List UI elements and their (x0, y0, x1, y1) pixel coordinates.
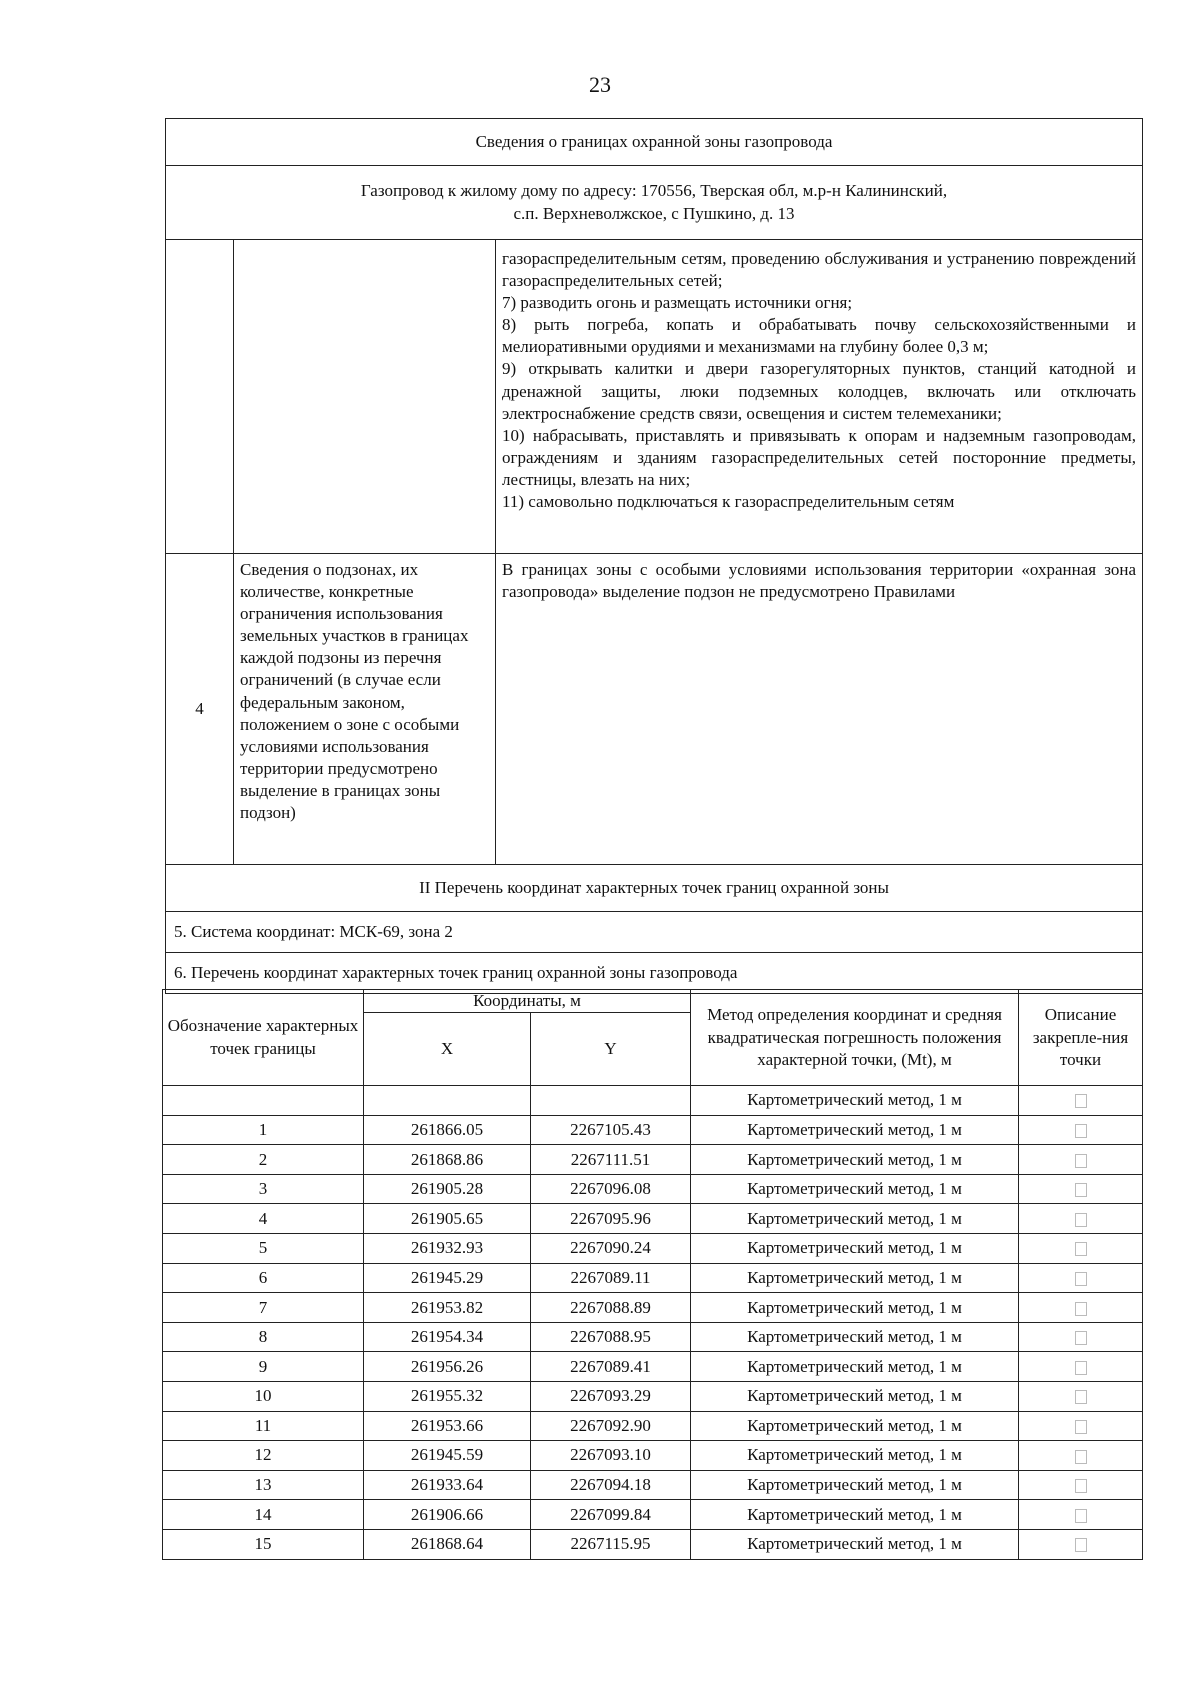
empty-box-icon (1075, 1242, 1087, 1256)
coordinate-x: 261932.93 (364, 1234, 531, 1264)
coordinate-y: 2267096.08 (531, 1174, 691, 1204)
page-number: 23 (589, 72, 611, 97)
restriction-line: 11) самовольно подключаться к газораспределительным сетям (502, 492, 955, 512)
table-row (163, 1322, 1143, 1352)
point-description (1019, 1293, 1143, 1323)
restriction-line: 9) открывать калитки и двери газорегуляторных пунктов, станций катодной и дренажной защиты, люки подземных колодцев, включать или отключать электроснабжение средств связи, освещения и систем телемеханики; (502, 359, 1137, 423)
col-y-header: Y (531, 1013, 691, 1086)
col-coords-header: Координаты, м (364, 990, 691, 1013)
coordinate-y: 2267094.18 (531, 1470, 691, 1500)
table-row (163, 1470, 1143, 1500)
coordinate-x: 261954.34 (364, 1322, 531, 1352)
table-row (163, 1441, 1143, 1471)
point-description (1019, 1115, 1143, 1145)
point-description (1019, 1382, 1143, 1412)
coordinate-x: 261868.64 (364, 1530, 531, 1560)
method: Картометрический метод, 1 м (691, 1500, 1019, 1530)
method: Картометрический метод, 1 м (691, 1411, 1019, 1441)
table-row (163, 1263, 1143, 1293)
coordinate-x: 261905.28 (364, 1174, 531, 1204)
table-row (163, 1174, 1143, 1204)
coordinate-x: 261868.86 (364, 1145, 531, 1175)
table-row (163, 1530, 1143, 1560)
empty-box-icon (1075, 1479, 1087, 1493)
subzones-label: Сведения о подзонах, их количестве, конкретные ограничения использования земельных участков в границах каждой подзоны из перечня ограничений (в случае если федеральным законом, положением о зоне с особыми условиями использования территории предусмотрено выделение в границах зоны подзон) (234, 554, 496, 865)
empty-box-icon (1075, 1450, 1087, 1464)
point-number: 10 (163, 1382, 364, 1412)
coordinate-x: 261945.59 (364, 1441, 531, 1471)
coordinate-y: 2267105.43 (531, 1115, 691, 1145)
empty-box-icon (1075, 1272, 1087, 1286)
col-x-header: X (364, 1013, 531, 1086)
empty-box-icon (1075, 1154, 1087, 1168)
table-row (163, 1411, 1143, 1441)
point-description (1019, 1086, 1143, 1116)
method: Картометрический метод, 1 м (691, 1293, 1019, 1323)
point-number: 8 (163, 1322, 364, 1352)
col-desc-header: Описание закрепле-ния точки (1019, 990, 1143, 1086)
point-description (1019, 1411, 1143, 1441)
point-description (1019, 1145, 1143, 1175)
subzones-value: В границах зоны с особыми условиями использования территории «охранная зона газопровода» выделение подзон не предусмотрено Правилами (496, 554, 1143, 865)
coordinate-y: 2267088.95 (531, 1322, 691, 1352)
point-number: 2 (163, 1145, 364, 1175)
coordinate-y: 2267111.51 (531, 1145, 691, 1175)
empty-box-icon (1075, 1538, 1087, 1552)
coordinate-x: 261955.32 (364, 1382, 531, 1412)
empty-box-icon (1075, 1361, 1087, 1375)
col-method-header: Метод определения координат и средняя квадратическая погрешность положения характерной точки, (Mt), м (691, 990, 1019, 1086)
coordinate-y: 2267093.10 (531, 1441, 691, 1471)
zone-info-table (165, 118, 1143, 994)
table-row (163, 1352, 1143, 1382)
point-number: 14 (163, 1500, 364, 1530)
method: Картометрический метод, 1 м (691, 1234, 1019, 1264)
coordinate-y: 2267115.95 (531, 1530, 691, 1560)
empty-box-icon (1075, 1509, 1087, 1523)
coordinate-x: 261945.29 (364, 1263, 531, 1293)
point-number: 6 (163, 1263, 364, 1293)
coordinate-x: 261953.66 (364, 1411, 531, 1441)
object-description (166, 166, 1143, 240)
coordinate-x (364, 1086, 531, 1116)
empty-box-icon (1075, 1390, 1087, 1404)
coordinate-x: 261906.66 (364, 1500, 531, 1530)
table-row (163, 1086, 1143, 1116)
point-description (1019, 1204, 1143, 1234)
method: Картометрический метод, 1 м (691, 1530, 1019, 1560)
restriction-line: 8) рыть погреба, копать и обрабатывать почву сельскохозяйственными и мелиоративными орудиями и механизмами на глубину более 0,3 м; (502, 315, 1137, 357)
subzones-row-number: 4 (166, 554, 234, 865)
point-number: 13 (163, 1470, 364, 1500)
coordinate-y: 2267093.29 (531, 1382, 691, 1412)
point-description (1019, 1174, 1143, 1204)
point-description (1019, 1234, 1143, 1264)
empty-box-icon (1075, 1302, 1087, 1316)
empty-box-icon (1075, 1420, 1087, 1434)
point-description (1019, 1530, 1143, 1560)
coordinate-x: 261905.65 (364, 1204, 531, 1234)
coordinate-y: 2267095.96 (531, 1204, 691, 1234)
empty-box-icon (1075, 1331, 1087, 1345)
coordinate-y: 2267089.11 (531, 1263, 691, 1293)
table-row (163, 1382, 1143, 1412)
empty-box-icon (1075, 1183, 1087, 1197)
row-label-empty (234, 240, 496, 554)
empty-box-icon (1075, 1094, 1087, 1108)
point-number: 11 (163, 1411, 364, 1441)
coordinate-y: 2267090.24 (531, 1234, 691, 1264)
object-line-2: с.п. Верхневолжское, с Пушкино, д. 13 (513, 203, 795, 223)
table-row (163, 1115, 1143, 1145)
col-point-header: Обозначение характерных точек границы (163, 990, 364, 1086)
point-number (163, 1086, 364, 1116)
method: Картометрический метод, 1 м (691, 1115, 1019, 1145)
point-description (1019, 1322, 1143, 1352)
method: Картометрический метод, 1 м (691, 1470, 1019, 1500)
point-number: 9 (163, 1352, 364, 1382)
coordinate-x: 261866.05 (364, 1115, 531, 1145)
method: Картометрический метод, 1 м (691, 1322, 1019, 1352)
method: Картометрический метод, 1 м (691, 1174, 1019, 1204)
restriction-line: 7) разводить огонь и размещать источники огня; (502, 293, 853, 313)
point-description (1019, 1500, 1143, 1530)
point-description (1019, 1441, 1143, 1471)
table-row (163, 1204, 1143, 1234)
coordinate-list-title (166, 953, 1143, 994)
coordinate-x: 261956.26 (364, 1352, 531, 1382)
restrictions-continued (496, 240, 1143, 554)
coordinate-system-text: 5. Система координат: МСК-69, зона 2 (174, 921, 453, 941)
point-number: 4 (163, 1204, 364, 1234)
method: Картометрический метод, 1 м (691, 1145, 1019, 1175)
coordinate-y: 2267089.41 (531, 1352, 691, 1382)
coordinate-x: 261933.64 (364, 1470, 531, 1500)
point-description (1019, 1470, 1143, 1500)
method: Картометрический метод, 1 м (691, 1263, 1019, 1293)
point-description (1019, 1352, 1143, 1382)
table-row (163, 1500, 1143, 1530)
table-row (163, 1293, 1143, 1323)
point-number: 12 (163, 1441, 364, 1471)
coordinate-y: 2267092.90 (531, 1411, 691, 1441)
point-number: 3 (163, 1174, 364, 1204)
coordinate-y: 2267099.84 (531, 1500, 691, 1530)
point-number: 7 (163, 1293, 364, 1323)
point-number: 5 (163, 1234, 364, 1264)
empty-box-icon (1075, 1213, 1087, 1227)
coordinate-y (531, 1086, 691, 1116)
method: Картометрический метод, 1 м (691, 1086, 1019, 1116)
object-line-1: Газопровод к жилому дому по адресу: 170556, Тверская обл, м.р-н Калининский, (360, 181, 948, 201)
restriction-line: газораспределительным сетям, проведению обслуживания и устранению повреждений газораспределительных сетей; (502, 249, 1137, 291)
row-number-empty (166, 240, 234, 554)
method: Картометрический метод, 1 м (691, 1441, 1019, 1471)
document-title: Сведения о границах охранной зоны газопровода (166, 119, 1143, 166)
coordinate-x: 261953.82 (364, 1293, 531, 1323)
method: Картометрический метод, 1 м (691, 1352, 1019, 1382)
coordinates-table (162, 989, 1143, 1560)
method: Картометрический метод, 1 м (691, 1382, 1019, 1412)
point-description (1019, 1263, 1143, 1293)
coordinate-system (166, 912, 1143, 953)
point-number: 1 (163, 1115, 364, 1145)
coordinate-list-title-text: 6. Перечень координат характерных точек границ охранной зоны газопровода (174, 962, 738, 982)
table-row (163, 1234, 1143, 1264)
table-row (163, 1145, 1143, 1175)
section-2-title: II Перечень координат характерных точек границ охранной зоны (166, 865, 1143, 912)
method: Картометрический метод, 1 м (691, 1204, 1019, 1234)
coordinate-y: 2267088.89 (531, 1293, 691, 1323)
restriction-line: 10) набрасывать, приставлять и привязывать к опорам и надземным газопроводам, ограждениям и зданиям газораспределительных сетей посторонние предметы, лестницы, влезать на них; (502, 425, 1137, 489)
point-number: 15 (163, 1530, 364, 1560)
empty-box-icon (1075, 1124, 1087, 1138)
